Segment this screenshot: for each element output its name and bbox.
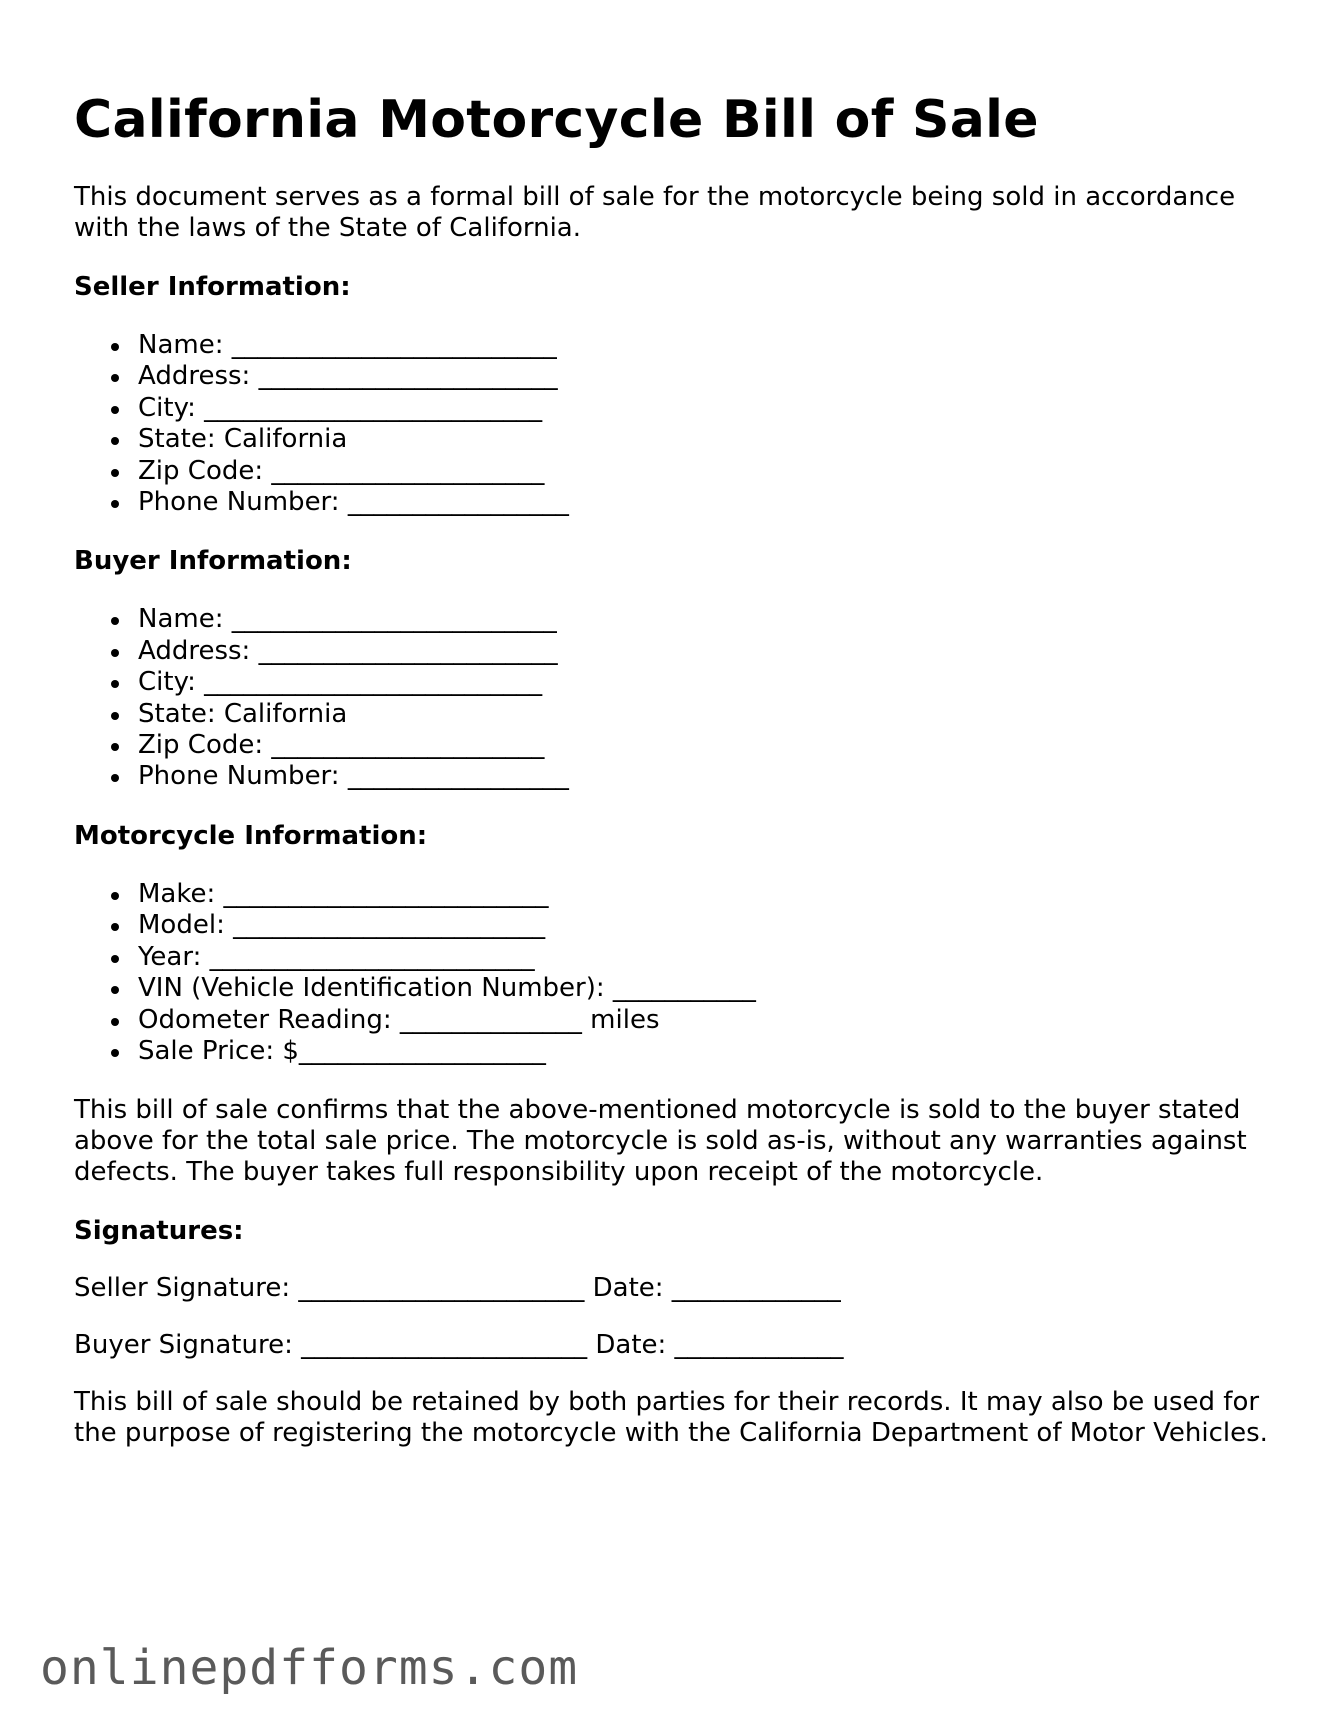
intro-paragraph: This document serves as a formal bill of sale for the motorcycle being sold in accordance with the laws of the State of California.	[74, 182, 1236, 243]
motorcycle-field-list	[74, 879, 1274, 1067]
buyer-name-field: Name: _________________________	[138, 604, 1274, 635]
seller-zip-field: Zip Code: _____________________	[138, 456, 1274, 487]
buyer-signature-line: Buyer Signature: ______________________ Date: _____________	[74, 1330, 844, 1361]
seller-section-heading: Seller Information:	[74, 272, 351, 302]
seller-field-list	[74, 330, 1274, 518]
closing-paragraph: This bill of sale confirms that the above-mentioned motorcycle is sold to the buyer stated above for the total sale price. The motorcycle is sold as-is, without any warranties against defects. The buyer takes full responsibility upon receipt of the motorcycle.	[74, 1095, 1247, 1188]
site-watermark: onlinepdfforms.com	[40, 1640, 579, 1696]
seller-name-field: Name: _________________________	[138, 330, 1274, 361]
seller-city-field: City: __________________________	[138, 393, 1274, 424]
seller-signature-line: Seller Signature: ______________________ Date: _____________	[74, 1273, 841, 1304]
retention-paragraph: This bill of sale should be retained by both parties for their records. It may also be used for the purpose of registering the motorcycle with the California Department of Motor Vehicles.	[74, 1387, 1268, 1449]
motorcycle-make-field: Make: _________________________	[138, 879, 1274, 910]
motorcycle-odometer-field: Odometer Reading: ______________ miles	[138, 1005, 1274, 1036]
seller-state-field: State: California	[138, 424, 1274, 455]
buyer-section-heading: Buyer Information:	[74, 546, 352, 577]
seller-address-field: Address: _______________________	[138, 361, 1274, 392]
buyer-address-field: Address: _______________________	[138, 636, 1274, 667]
motorcycle-year-field: Year: _________________________	[138, 942, 1274, 973]
signatures-section-heading: Signatures:	[74, 1216, 244, 1247]
motorcycle-sale-price-field: Sale Price: $___________________	[138, 1036, 1274, 1067]
motorcycle-model-field: Model: ________________________	[138, 910, 1274, 941]
motorcycle-section-heading: Motorcycle Information:	[74, 820, 428, 851]
seller-phone-field: Phone Number: _________________	[138, 487, 1274, 518]
buyer-field-list	[74, 604, 1274, 792]
page-title: California Motorcycle Bill of Sale	[74, 90, 1039, 150]
buyer-state-field: State: California	[138, 699, 1274, 730]
buyer-zip-field: Zip Code: _____________________	[138, 730, 1274, 761]
motorcycle-vin-field: VIN (Vehicle Identification Number): ___________	[138, 973, 1274, 1004]
buyer-city-field: City: __________________________	[138, 667, 1274, 698]
buyer-phone-field: Phone Number: _________________	[138, 761, 1274, 792]
document-page	[74, 88, 1274, 1449]
